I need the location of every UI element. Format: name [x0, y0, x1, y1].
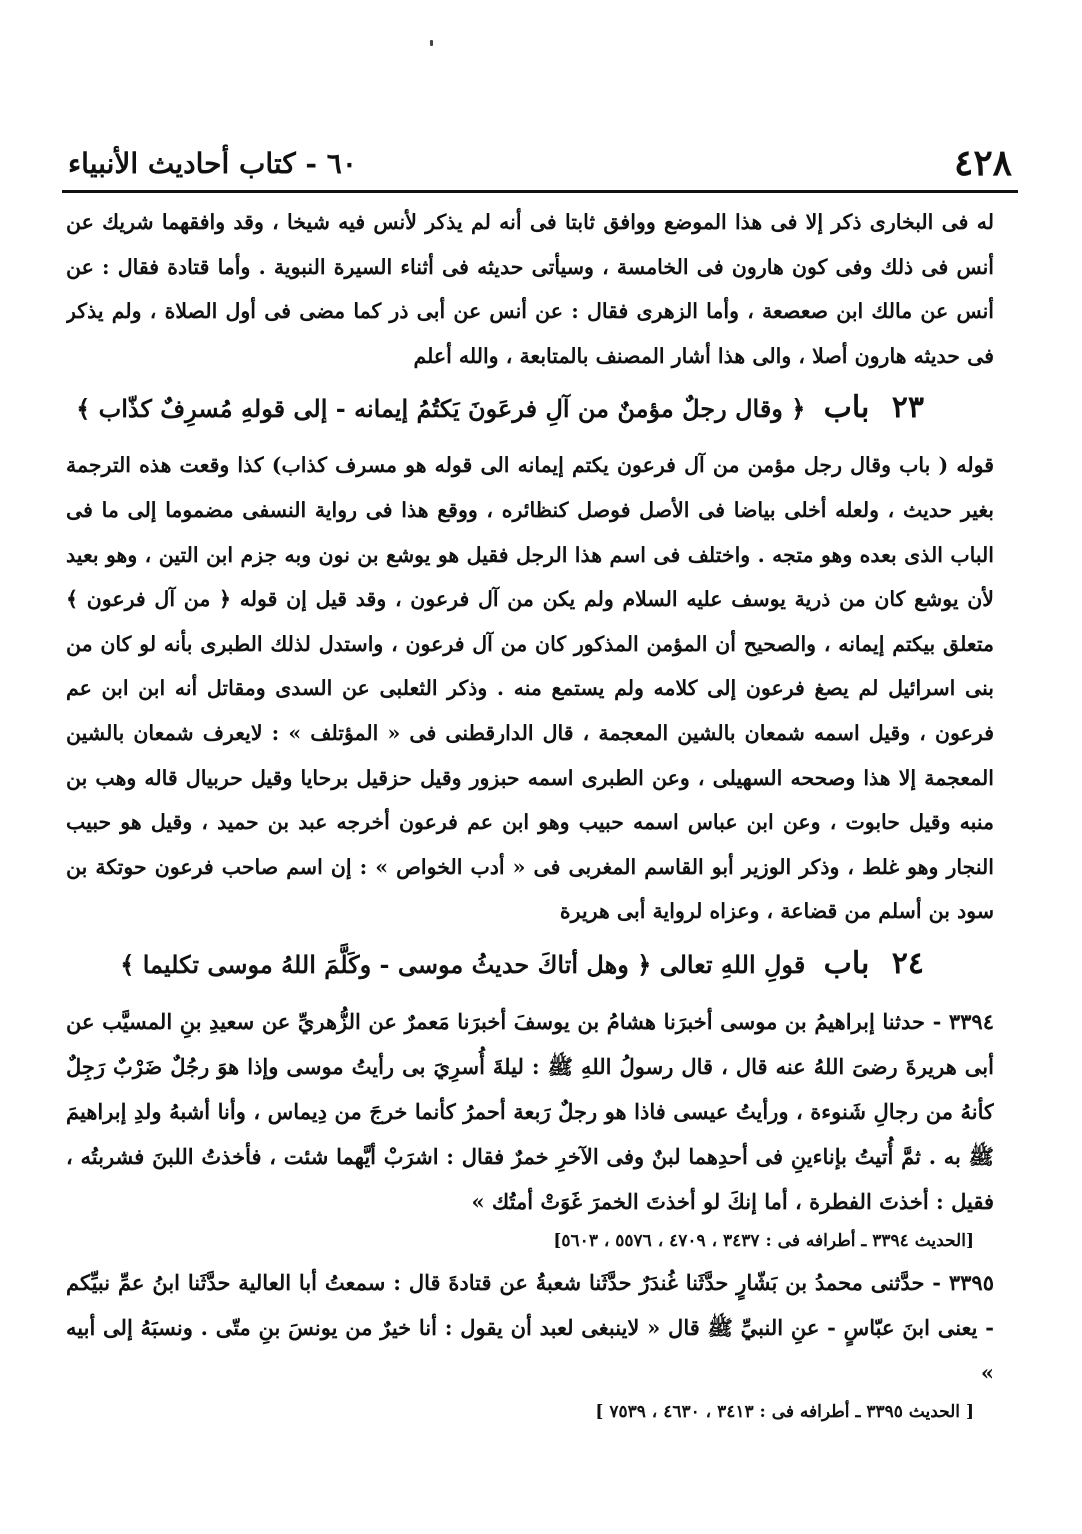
hadith-3394-cross-reference: [الحديث ٣٣٩٤ ـ أطرافه فى : ٣٤٣٧ ، ٤٧٠٩ ، ٥٥٧٦ ، ٥٦٠٣] — [553, 1230, 974, 1251]
bab-number: ٢٣ — [891, 390, 924, 426]
commentary-paragraph: له فى البخارى ذكر إلا فى هذا الموضع ووافق ثابتا فى أنه لم يذكر لأنس فيه شيخا ، وقد وافقهما شريك عن أنس فى ذلك وفى كون هارون فى الخامسة ، وسيأتى حديثه فى أثناء السيرة النبوية . وأما قتادة فقال : عن أنس عن مالك ابن صعصعة ، وأما الزهرى فقال : عن أنس عن أبى ذر كما مضى فى أول الصلاة ، ولم يذكر فى حديثه هارون أصلا ، والى هذا أشار المصنف بالمتابعة ، والله أعلم — [66, 210, 994, 368]
scan-speck — [430, 40, 433, 46]
page-body — [66, 200, 994, 1500]
bab-word: باب — [823, 390, 870, 426]
bab-title: ﴿ وقال رجلٌ مؤمنٌ من آلِ فرعَونَ يَكتُمُ إيمانه - إلى قولهِ مُسرِفٌ كذّاب ﴾ — [76, 394, 806, 424]
hadith-3395: ٣٣٩٥ - حدَّثنى محمدُ بن بَشّارٍ حدَّثَنا غُندَرٌ حدَّثَنا شعبةُ عن قتادةَ قال : سمعتُ أبا العالية حدَّثَنا ابنُ عمِّ نبيِّكم - يعنى ابنَ عبّاسٍ - عنِ النبيِّ ﷺ قال « لاينبغى لعبد أن يقول : أنا خيرٌ من يونسَ بنِ متّى . ونسبَهُ إلى أبيه » — [66, 1269, 994, 1385]
bab-number: ٢٤ — [891, 945, 924, 981]
bab-title: قولِ اللهِ تعالى ﴿ وهل أتاكَ حديثُ موسى - وكَلَّمَ اللهُ موسى تكليما ﴾ — [120, 949, 806, 979]
hadith-3395-cross-reference: [ الحديث ٣٣٩٥ ـ أطرافه فى : ٣٤١٣ ، ٤٦٣٠ ، ٧٥٣٩ ] — [595, 1401, 974, 1422]
bab-23-heading — [66, 378, 994, 439]
page-number: ٤٢٨ — [953, 142, 1012, 184]
chapter-title: ٦٠ - كتاب أحاديث الأنبياء — [68, 147, 357, 180]
hadith-3394: ٣٣٩٤ - حدثنا إبراهيمُ بن موسى أخبرَنا هشامُ بن يوسفَ أخبرَنا مَعمرٌ عن الزُّهريِّ عن سعيدِ بنِ المسيَّب عن أبى هريرةَ رضىَ اللهُ عنه قال ، قال رسولُ اللهِ ﷺ : ليلةَ أُسرِيَ بى رأيتُ موسى وإذا هوَ رجُلٌ ضَرْبٌ رَجِلٌ كأنهُ من رجالِ شَنوءة ، ورأيتُ عيسى فاذا هو رجلٌ رَبعة أحمرُ كأنما خرجَ من دِيماس ، وأنا أشبهُ ولدِ إبراهيمَ ﷺ به . ثمَّ أُتيتُ بإناءينِ فى أحدِهما لبنٌ وفى الآخرِ خمرٌ فقال : اشرَبْ أيَّهما شئت ، فأخذتُ اللبنَ فشربتُه ، فقيل : أخذتَ الفطرة ، أما إنكَ لو أخذتَ الخمرَ غَوَتْ أمتُك » — [66, 1008, 994, 1214]
running-header — [68, 140, 1012, 186]
bab-24-heading — [66, 934, 994, 995]
bab-23-commentary: قوله ( باب وقال رجل مؤمن من آل فرعون يكتم إيمانه الى قوله هو مسرف كذاب) كذا وقعت هذه الترجمة بغير حديث ، ولعله أخلى بياضا فى الأصل فوصل كنظائره ، ووقع هذا فى رواية النسفى مضموما إلى ما فى الباب الذى بعده وهو متجه . واختلف فى اسم هذا الرجل فقيل هو يوشع بن نون وبه جزم ابن التين ، وهو بعيد لأن يوشع كان من ذرية يوسف عليه السلام ولم يكن من آل فرعون ، وقد قيل إن قوله ﴿ من آل فرعون ﴾ متعلق بيكتم إيمانه ، والصحيح أن المؤمن المذكور كان من آل فرعون ، واستدل لذلك الطبرى بأنه لو كان من بنى اسرائيل لم يصغ فرعون إلى كلامه ولم يستمع منه . وذكر الثعلبى عن السدى ومقاتل أنه ابن ابن عم فرعون ، وقيل اسمه شمعان بالشين المعجمة ، قال الدارقطنى فى « المؤتلف » : لايعرف شمعان بالشين المعجمة إلا هذا وصححه السهيلى ، وعن الطبرى اسمه حبزور وقيل حزقيل برحايا وقيل حربيال قاله وهب بن منبه وقيل حابوت ، وعن ابن عباس اسمه حبيب وهو ابن عم فرعون أخرجه عبد بن حميد ، وقيل هو حبيب النجار وهو غلط ، وذكر الوزير أبو القاسم المغربى فى « أدب الخواص » : إن اسم صاحب فرعون حوتكة بن سود بن أسلم من قضاعة ، وعزاه لرواية أبى هريرة — [66, 453, 994, 924]
header-rule — [62, 190, 1018, 193]
bab-word: باب — [823, 945, 870, 981]
